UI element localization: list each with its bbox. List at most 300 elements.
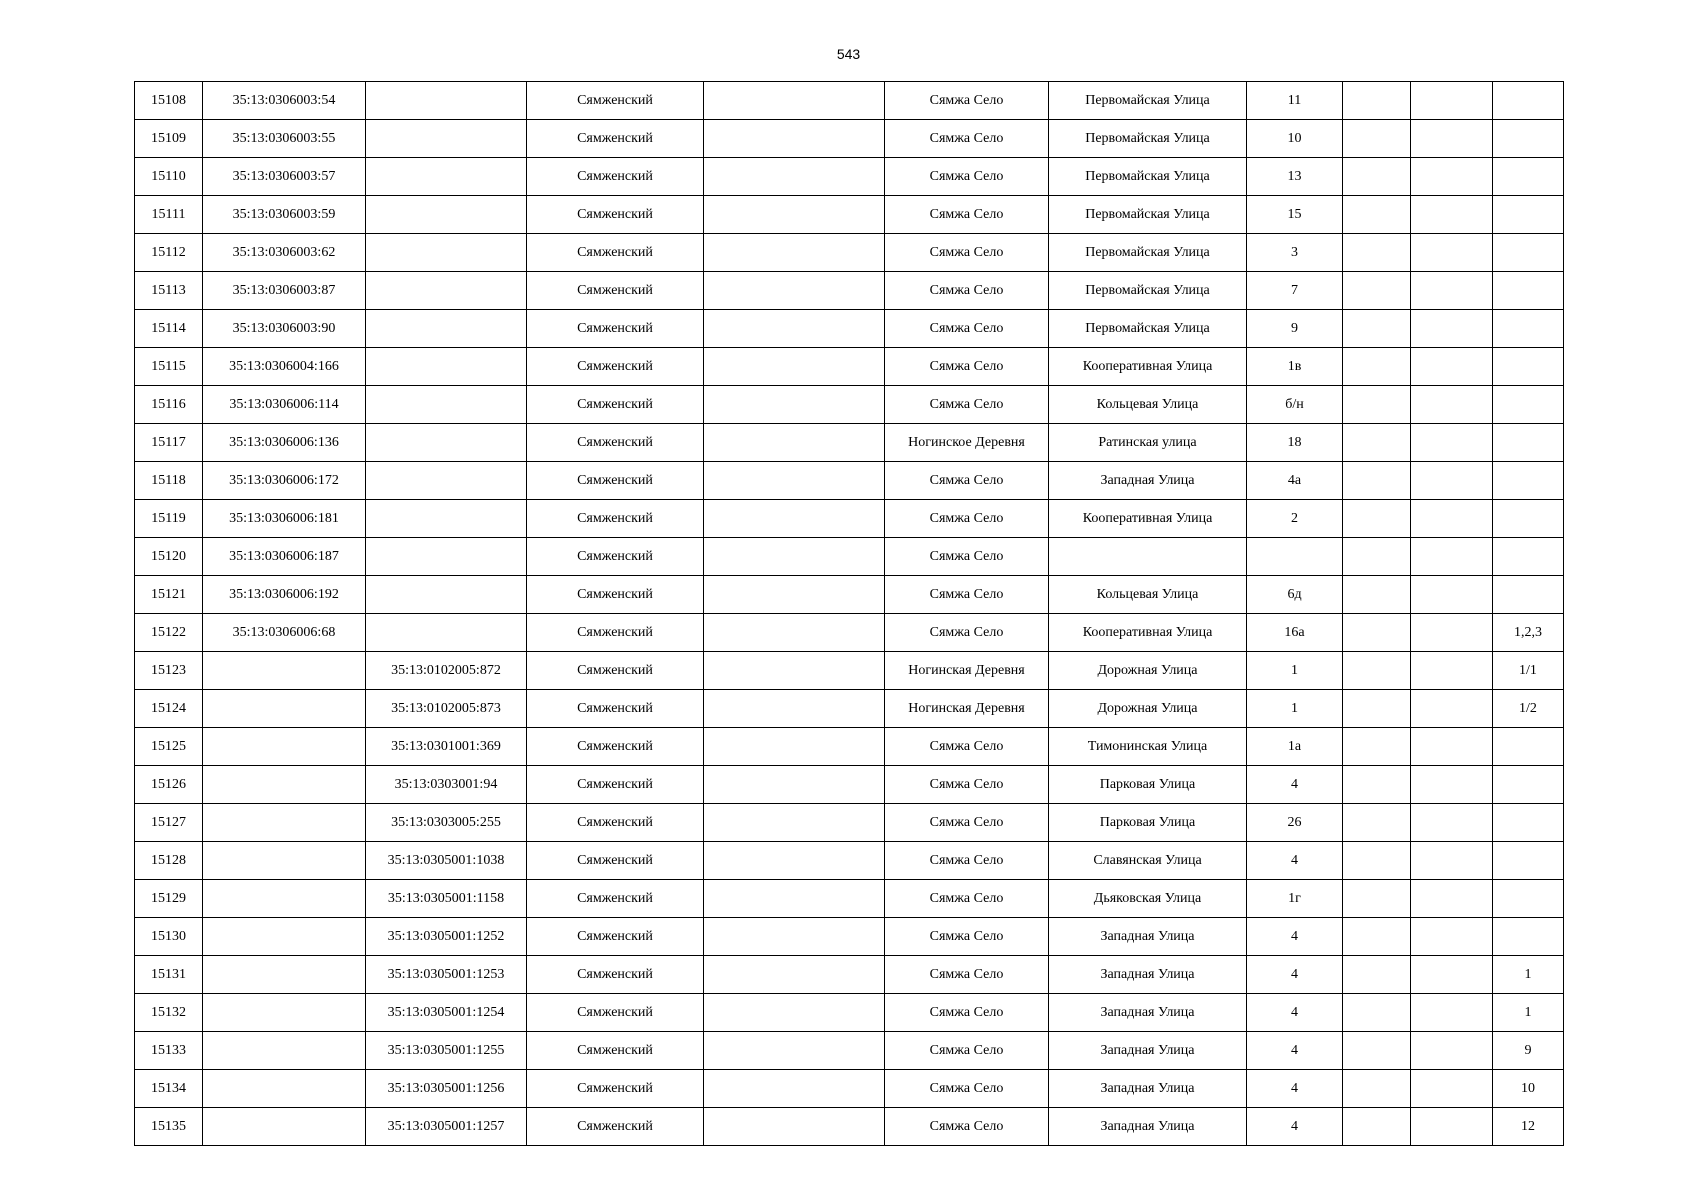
table-row [135, 956, 1564, 994]
locality-cell: Сямжа Село [885, 310, 1049, 348]
building-cell [1343, 766, 1411, 804]
street-cell: Дорожная Улица [1049, 652, 1247, 690]
table-row [135, 1032, 1564, 1070]
locality-cell: Ногинская Деревня [885, 690, 1049, 728]
table-row [135, 652, 1564, 690]
record-number-cell: 15126 [135, 766, 203, 804]
settlement-cell [704, 120, 885, 158]
settlement-cell [704, 804, 885, 842]
record-number-cell: 15125 [135, 728, 203, 766]
cadastral-number-cell [203, 994, 366, 1032]
cadastral-number-cell: 35:13:0306006:187 [203, 538, 366, 576]
building-cell [1343, 310, 1411, 348]
cadastral-number-2-cell: 35:13:0301001:369 [366, 728, 527, 766]
district-cell: Сямженский [527, 538, 704, 576]
street-cell: Парковая Улица [1049, 766, 1247, 804]
record-number-cell: 15131 [135, 956, 203, 994]
table-row [135, 690, 1564, 728]
building-cell [1343, 158, 1411, 196]
settlement-cell [704, 348, 885, 386]
locality-cell: Сямжа Село [885, 842, 1049, 880]
record-number-cell: 15127 [135, 804, 203, 842]
locality-cell: Сямжа Село [885, 956, 1049, 994]
cadastral-number-2-cell: 35:13:0305001:1038 [366, 842, 527, 880]
settlement-cell [704, 1032, 885, 1070]
settlement-cell [704, 614, 885, 652]
structure-cell [1411, 576, 1493, 614]
apartment-cell [1493, 880, 1564, 918]
house-number-cell: 2 [1247, 500, 1343, 538]
cadastral-number-2-cell [366, 348, 527, 386]
locality-cell: Сямжа Село [885, 272, 1049, 310]
structure-cell [1411, 120, 1493, 158]
settlement-cell [704, 880, 885, 918]
record-number-cell: 15113 [135, 272, 203, 310]
table-row [135, 272, 1564, 310]
table-row [135, 386, 1564, 424]
cadastral-number-2-cell [366, 82, 527, 120]
locality-cell: Сямжа Село [885, 728, 1049, 766]
street-cell: Кооперативная Улица [1049, 500, 1247, 538]
record-number-cell: 15121 [135, 576, 203, 614]
structure-cell [1411, 462, 1493, 500]
building-cell [1343, 386, 1411, 424]
house-number-cell: 4 [1247, 1108, 1343, 1146]
table-row [135, 880, 1564, 918]
cadastral-number-2-cell [366, 386, 527, 424]
settlement-cell [704, 994, 885, 1032]
table-row [135, 842, 1564, 880]
table-row [135, 196, 1564, 234]
table-row [135, 538, 1564, 576]
street-cell: Кооперативная Улица [1049, 348, 1247, 386]
cadastral-number-cell: 35:13:0306006:136 [203, 424, 366, 462]
cadastral-number-2-cell: 35:13:0102005:873 [366, 690, 527, 728]
structure-cell [1411, 766, 1493, 804]
district-cell: Сямженский [527, 82, 704, 120]
locality-cell: Сямжа Село [885, 82, 1049, 120]
record-number-cell: 15128 [135, 842, 203, 880]
cadastral-number-cell: 35:13:0306003:57 [203, 158, 366, 196]
cadastral-number-cell: 35:13:0306006:192 [203, 576, 366, 614]
settlement-cell [704, 538, 885, 576]
cadastral-number-2-cell [366, 462, 527, 500]
house-number-cell: 4 [1247, 766, 1343, 804]
settlement-cell [704, 158, 885, 196]
cadastral-number-cell [203, 842, 366, 880]
apartment-cell [1493, 842, 1564, 880]
house-number-cell: 6д [1247, 576, 1343, 614]
cadastral-number-2-cell [366, 424, 527, 462]
record-number-cell: 15133 [135, 1032, 203, 1070]
settlement-cell [704, 652, 885, 690]
structure-cell [1411, 1108, 1493, 1146]
settlement-cell [704, 728, 885, 766]
structure-cell [1411, 994, 1493, 1032]
apartment-cell: 1,2,3 [1493, 614, 1564, 652]
settlement-cell [704, 386, 885, 424]
table-row [135, 1108, 1564, 1146]
record-number-cell: 15123 [135, 652, 203, 690]
house-number-cell: 26 [1247, 804, 1343, 842]
settlement-cell [704, 424, 885, 462]
house-number-cell: 1а [1247, 728, 1343, 766]
house-number-cell: 1в [1247, 348, 1343, 386]
cadastral-number-2-cell [366, 614, 527, 652]
structure-cell [1411, 690, 1493, 728]
building-cell [1343, 880, 1411, 918]
locality-cell: Сямжа Село [885, 538, 1049, 576]
building-cell [1343, 918, 1411, 956]
district-cell: Сямженский [527, 1032, 704, 1070]
structure-cell [1411, 614, 1493, 652]
structure-cell [1411, 424, 1493, 462]
cadastral-number-cell: 35:13:0306006:114 [203, 386, 366, 424]
settlement-cell [704, 500, 885, 538]
cadastral-number-cell: 35:13:0306003:90 [203, 310, 366, 348]
cadastral-number-cell [203, 880, 366, 918]
structure-cell [1411, 272, 1493, 310]
apartment-cell: 1 [1493, 956, 1564, 994]
table-row [135, 766, 1564, 804]
settlement-cell [704, 956, 885, 994]
structure-cell [1411, 538, 1493, 576]
structure-cell [1411, 196, 1493, 234]
structure-cell [1411, 918, 1493, 956]
building-cell [1343, 576, 1411, 614]
house-number-cell: 1 [1247, 652, 1343, 690]
building-cell [1343, 842, 1411, 880]
house-number-cell: 1 [1247, 690, 1343, 728]
cadastral-number-cell [203, 728, 366, 766]
cadastral-number-cell: 35:13:0306003:55 [203, 120, 366, 158]
district-cell: Сямженский [527, 690, 704, 728]
settlement-cell [704, 576, 885, 614]
street-cell: Славянская Улица [1049, 842, 1247, 880]
cadastral-number-2-cell: 35:13:0305001:1252 [366, 918, 527, 956]
district-cell: Сямженский [527, 880, 704, 918]
district-cell: Сямженский [527, 994, 704, 1032]
house-number-cell: 4 [1247, 918, 1343, 956]
street-cell: Первомайская Улица [1049, 196, 1247, 234]
district-cell: Сямженский [527, 462, 704, 500]
house-number-cell: 4 [1247, 994, 1343, 1032]
street-cell: Первомайская Улица [1049, 158, 1247, 196]
table-row [135, 310, 1564, 348]
settlement-cell [704, 918, 885, 956]
street-cell: Парковая Улица [1049, 804, 1247, 842]
apartment-cell [1493, 120, 1564, 158]
cadastral-number-2-cell: 35:13:0102005:872 [366, 652, 527, 690]
record-number-cell: 15117 [135, 424, 203, 462]
record-number-cell: 15119 [135, 500, 203, 538]
structure-cell [1411, 1032, 1493, 1070]
house-number-cell: 4а [1247, 462, 1343, 500]
structure-cell [1411, 1070, 1493, 1108]
district-cell: Сямженский [527, 1108, 704, 1146]
cadastral-number-2-cell [366, 538, 527, 576]
apartment-cell [1493, 272, 1564, 310]
structure-cell [1411, 652, 1493, 690]
locality-cell: Сямжа Село [885, 234, 1049, 272]
cadastral-number-cell: 35:13:0306006:68 [203, 614, 366, 652]
record-number-cell: 15110 [135, 158, 203, 196]
structure-cell [1411, 880, 1493, 918]
street-cell: Западная Улица [1049, 1108, 1247, 1146]
house-number-cell: 9 [1247, 310, 1343, 348]
settlement-cell [704, 82, 885, 120]
house-number-cell: 10 [1247, 120, 1343, 158]
settlement-cell [704, 842, 885, 880]
apartment-cell [1493, 424, 1564, 462]
locality-cell: Сямжа Село [885, 918, 1049, 956]
street-cell: Первомайская Улица [1049, 120, 1247, 158]
apartment-cell [1493, 728, 1564, 766]
cadastral-number-2-cell [366, 234, 527, 272]
locality-cell: Сямжа Село [885, 120, 1049, 158]
apartment-cell [1493, 158, 1564, 196]
house-number-cell: 4 [1247, 842, 1343, 880]
house-number-cell [1247, 538, 1343, 576]
table-body [135, 82, 1564, 1146]
locality-cell: Ногинская Деревня [885, 652, 1049, 690]
district-cell: Сямженский [527, 652, 704, 690]
register-table [134, 81, 1564, 1146]
locality-cell: Сямжа Село [885, 994, 1049, 1032]
street-cell: Ратинская улица [1049, 424, 1247, 462]
apartment-cell: 1 [1493, 994, 1564, 1032]
apartment-cell [1493, 82, 1564, 120]
table-row [135, 500, 1564, 538]
building-cell [1343, 652, 1411, 690]
cadastral-number-cell: 35:13:0306003:62 [203, 234, 366, 272]
settlement-cell [704, 272, 885, 310]
apartment-cell [1493, 576, 1564, 614]
street-cell: Западная Улица [1049, 956, 1247, 994]
table-row [135, 1070, 1564, 1108]
cadastral-number-2-cell [366, 310, 527, 348]
record-number-cell: 15135 [135, 1108, 203, 1146]
cadastral-number-2-cell [366, 272, 527, 310]
cadastral-number-2-cell: 35:13:0305001:1257 [366, 1108, 527, 1146]
cadastral-number-2-cell: 35:13:0303005:255 [366, 804, 527, 842]
building-cell [1343, 348, 1411, 386]
apartment-cell [1493, 462, 1564, 500]
record-number-cell: 15114 [135, 310, 203, 348]
cadastral-number-2-cell: 35:13:0305001:1253 [366, 956, 527, 994]
cadastral-number-2-cell: 35:13:0303001:94 [366, 766, 527, 804]
locality-cell: Сямжа Село [885, 500, 1049, 538]
street-cell: Западная Улица [1049, 1070, 1247, 1108]
apartment-cell [1493, 386, 1564, 424]
street-cell: Первомайская Улица [1049, 272, 1247, 310]
cadastral-number-2-cell [366, 120, 527, 158]
cadastral-number-cell [203, 766, 366, 804]
cadastral-number-cell: 35:13:0306003:59 [203, 196, 366, 234]
cadastral-number-cell: 35:13:0306006:181 [203, 500, 366, 538]
house-number-cell: 15 [1247, 196, 1343, 234]
street-cell: Кольцевая Улица [1049, 576, 1247, 614]
locality-cell: Сямжа Село [885, 614, 1049, 652]
district-cell: Сямженский [527, 158, 704, 196]
house-number-cell: б/н [1247, 386, 1343, 424]
district-cell: Сямженский [527, 348, 704, 386]
table-row [135, 804, 1564, 842]
apartment-cell [1493, 804, 1564, 842]
apartment-cell: 9 [1493, 1032, 1564, 1070]
house-number-cell: 1г [1247, 880, 1343, 918]
cadastral-number-cell [203, 1108, 366, 1146]
table-row [135, 424, 1564, 462]
record-number-cell: 15109 [135, 120, 203, 158]
locality-cell: Сямжа Село [885, 804, 1049, 842]
district-cell: Сямженский [527, 234, 704, 272]
street-cell: Тимонинская Улица [1049, 728, 1247, 766]
settlement-cell [704, 196, 885, 234]
street-cell [1049, 538, 1247, 576]
apartment-cell: 10 [1493, 1070, 1564, 1108]
district-cell: Сямженский [527, 766, 704, 804]
cadastral-number-cell [203, 804, 366, 842]
apartment-cell [1493, 918, 1564, 956]
building-cell [1343, 728, 1411, 766]
district-cell: Сямженский [527, 310, 704, 348]
building-cell [1343, 272, 1411, 310]
building-cell [1343, 500, 1411, 538]
table-row [135, 158, 1564, 196]
locality-cell: Сямжа Село [885, 348, 1049, 386]
record-number-cell: 15118 [135, 462, 203, 500]
street-cell: Первомайская Улица [1049, 234, 1247, 272]
table-row [135, 462, 1564, 500]
apartment-cell [1493, 538, 1564, 576]
apartment-cell [1493, 196, 1564, 234]
district-cell: Сямженский [527, 614, 704, 652]
street-cell: Кольцевая Улица [1049, 386, 1247, 424]
record-number-cell: 15115 [135, 348, 203, 386]
table-row [135, 234, 1564, 272]
district-cell: Сямженский [527, 424, 704, 462]
street-cell: Кооперативная Улица [1049, 614, 1247, 652]
structure-cell [1411, 804, 1493, 842]
record-number-cell: 15130 [135, 918, 203, 956]
settlement-cell [704, 310, 885, 348]
structure-cell [1411, 842, 1493, 880]
locality-cell: Сямжа Село [885, 158, 1049, 196]
record-number-cell: 15132 [135, 994, 203, 1032]
settlement-cell [704, 234, 885, 272]
cadastral-number-2-cell [366, 196, 527, 234]
locality-cell: Сямжа Село [885, 766, 1049, 804]
building-cell [1343, 1070, 1411, 1108]
district-cell: Сямженский [527, 272, 704, 310]
building-cell [1343, 196, 1411, 234]
record-number-cell: 15129 [135, 880, 203, 918]
district-cell: Сямженский [527, 956, 704, 994]
house-number-cell: 7 [1247, 272, 1343, 310]
house-number-cell: 18 [1247, 424, 1343, 462]
cadastral-number-cell [203, 918, 366, 956]
street-cell: Дьяковская Улица [1049, 880, 1247, 918]
building-cell [1343, 234, 1411, 272]
record-number-cell: 15122 [135, 614, 203, 652]
locality-cell: Сямжа Село [885, 880, 1049, 918]
apartment-cell: 12 [1493, 1108, 1564, 1146]
cadastral-number-cell: 35:13:0306004:166 [203, 348, 366, 386]
apartment-cell [1493, 766, 1564, 804]
building-cell [1343, 462, 1411, 500]
apartment-cell [1493, 234, 1564, 272]
cadastral-number-2-cell [366, 500, 527, 538]
apartment-cell: 1/2 [1493, 690, 1564, 728]
house-number-cell: 4 [1247, 1032, 1343, 1070]
page-number: 543 [836, 46, 861, 62]
locality-cell: Сямжа Село [885, 1070, 1049, 1108]
cadastral-number-2-cell: 35:13:0305001:1256 [366, 1070, 527, 1108]
house-number-cell: 16а [1247, 614, 1343, 652]
table-row [135, 82, 1564, 120]
house-number-cell: 3 [1247, 234, 1343, 272]
locality-cell: Сямжа Село [885, 1032, 1049, 1070]
district-cell: Сямженский [527, 728, 704, 766]
house-number-cell: 4 [1247, 956, 1343, 994]
settlement-cell [704, 462, 885, 500]
district-cell: Сямженский [527, 918, 704, 956]
building-cell [1343, 690, 1411, 728]
cadastral-number-2-cell: 35:13:0305001:1254 [366, 994, 527, 1032]
cadastral-number-cell: 35:13:0306003:54 [203, 82, 366, 120]
street-cell: Западная Улица [1049, 918, 1247, 956]
street-cell: Первомайская Улица [1049, 82, 1247, 120]
district-cell: Сямженский [527, 576, 704, 614]
building-cell [1343, 1032, 1411, 1070]
settlement-cell [704, 690, 885, 728]
apartment-cell [1493, 310, 1564, 348]
locality-cell: Сямжа Село [885, 386, 1049, 424]
district-cell: Сямженский [527, 196, 704, 234]
cadastral-number-cell [203, 690, 366, 728]
locality-cell: Ногинское Деревня [885, 424, 1049, 462]
building-cell [1343, 538, 1411, 576]
district-cell: Сямженский [527, 1070, 704, 1108]
table-row [135, 728, 1564, 766]
building-cell [1343, 424, 1411, 462]
apartment-cell [1493, 348, 1564, 386]
table-row [135, 576, 1564, 614]
district-cell: Сямженский [527, 120, 704, 158]
structure-cell [1411, 728, 1493, 766]
record-number-cell: 15112 [135, 234, 203, 272]
structure-cell [1411, 310, 1493, 348]
building-cell [1343, 82, 1411, 120]
table-row [135, 120, 1564, 158]
street-cell: Западная Улица [1049, 1032, 1247, 1070]
district-cell: Сямженский [527, 804, 704, 842]
structure-cell [1411, 234, 1493, 272]
record-number-cell: 15108 [135, 82, 203, 120]
settlement-cell [704, 766, 885, 804]
building-cell [1343, 614, 1411, 652]
building-cell [1343, 994, 1411, 1032]
street-cell: Дорожная Улица [1049, 690, 1247, 728]
apartment-cell [1493, 500, 1564, 538]
street-cell: Первомайская Улица [1049, 310, 1247, 348]
district-cell: Сямженский [527, 500, 704, 538]
building-cell [1343, 120, 1411, 158]
cadastral-number-cell [203, 1070, 366, 1108]
cadastral-number-2-cell [366, 576, 527, 614]
structure-cell [1411, 956, 1493, 994]
